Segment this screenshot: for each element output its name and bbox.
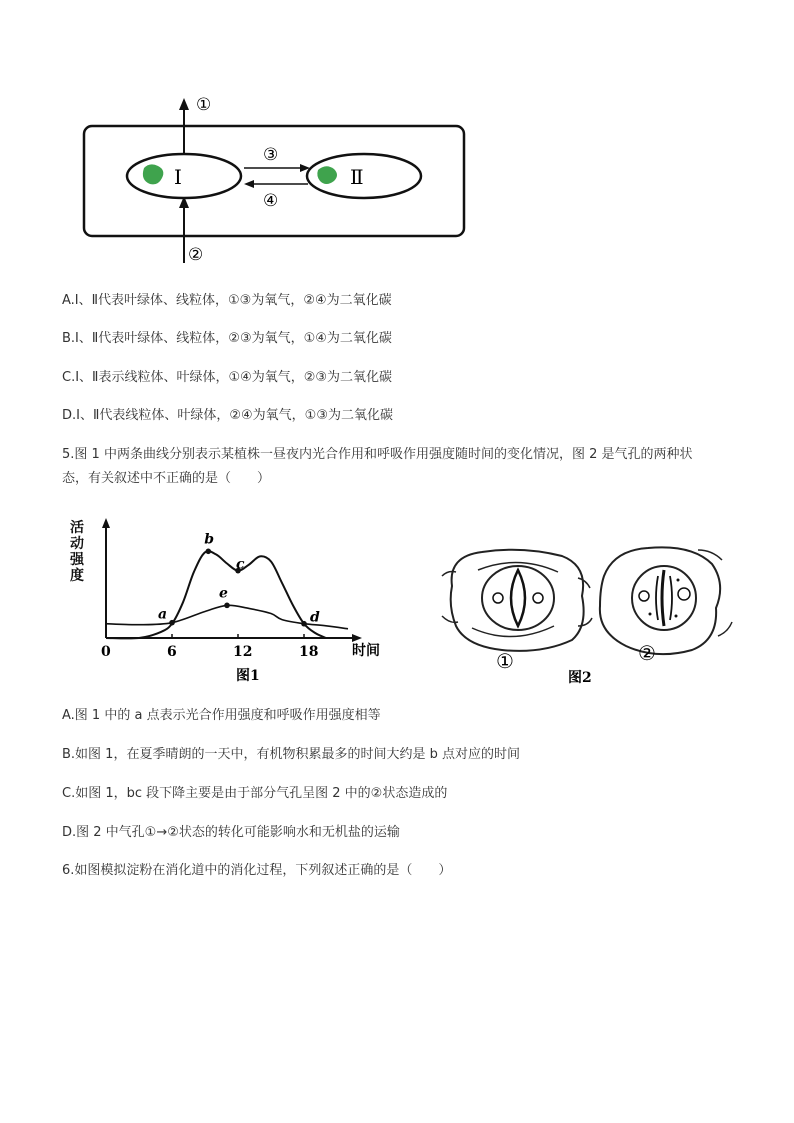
q5-option-d: D.图 2 中气孔①→②状态的转化可能影响水和无机盐的运输 bbox=[62, 825, 400, 840]
q5-option-a: A.图 1 中的 a 点表示光合作用强度和呼吸作用强度相等 bbox=[62, 708, 381, 723]
figure-2-stomata bbox=[438, 536, 738, 686]
q4-option-d: D.Ⅰ、Ⅱ代表线粒体、叶绿体，②④为氧气，①③为二氧化碳 bbox=[62, 408, 393, 423]
point-e bbox=[224, 603, 230, 609]
x-tick-label: 12 bbox=[233, 644, 253, 660]
point-label-b: b bbox=[204, 531, 215, 548]
q6-stem: 6.如图模拟淀粉在消化道中的消化过程，下列叙述正确的是（ ） bbox=[62, 863, 452, 878]
figure-1-chart bbox=[66, 514, 416, 688]
point-label-a: a bbox=[158, 606, 168, 623]
point-label-c: c bbox=[236, 556, 245, 573]
ylabel-char-3: 强 bbox=[70, 552, 84, 568]
organelle-1-label: Ⅰ bbox=[174, 165, 182, 189]
organelle-2-label: Ⅱ bbox=[350, 165, 364, 189]
q4-option-a: A.Ⅰ、Ⅱ代表叶绿体、线粒体，①③为氧气，②④为二氧化碳 bbox=[62, 293, 392, 308]
label-arrow-up: ① bbox=[196, 95, 212, 115]
point-a bbox=[169, 620, 175, 626]
point-label-d: d bbox=[310, 609, 320, 626]
x-tick-label: 0 bbox=[101, 644, 111, 660]
stoma-closed bbox=[600, 547, 732, 654]
q5-option-b: B.如图 1，在夏季晴朗的一天中，有机物积累最多的时间大约是 b 点对应的时间 bbox=[62, 747, 520, 762]
label-arrow-bottom: ② bbox=[188, 245, 204, 265]
point-b bbox=[206, 549, 212, 555]
label-arrow-right: ③ bbox=[263, 145, 279, 165]
q5-stem-line2: 态，有关叙述中不正确的是（ ） bbox=[62, 471, 271, 486]
ylabel-char-1: 活 bbox=[70, 520, 84, 536]
ylabel-char-4: 度 bbox=[70, 568, 84, 584]
point-label-e: e bbox=[219, 585, 228, 602]
stoma-label-2: ② bbox=[638, 641, 656, 665]
q4-option-b: B.Ⅰ、Ⅱ代表叶绿体、线粒体，②③为氧气，①④为二氧化碳 bbox=[62, 331, 392, 346]
label-arrow-left: ④ bbox=[263, 191, 279, 211]
stoma-open bbox=[442, 550, 592, 651]
ylabel-char-2: 动 bbox=[70, 536, 84, 552]
x-tick-label: 6 bbox=[167, 644, 177, 660]
figure-1-caption: 图1 bbox=[236, 668, 260, 684]
q5-option-c: C.如图 1，bc 段下降主要是由于部分气孔呈图 2 中的②状态造成的 bbox=[62, 786, 448, 801]
point-d bbox=[301, 621, 307, 627]
figure-2-caption: 图2 bbox=[568, 670, 592, 686]
x-tick-label: 18 bbox=[299, 644, 319, 660]
q5-stem-line1: 5.图 1 中两条曲线分别表示某植株一昼夜内光合作用和呼吸作用强度随时间的变化情况，图 2 是气孔的两种状 bbox=[62, 447, 693, 462]
arrow-left bbox=[244, 180, 254, 188]
stoma-label-1: ① bbox=[496, 649, 514, 673]
y-axis-label bbox=[69, 519, 85, 584]
q4-option-c: C.Ⅰ、Ⅱ表示线粒体、叶绿体，①④为氧气，②③为二氧化碳 bbox=[62, 370, 393, 385]
organelle-diagram bbox=[60, 88, 480, 273]
x-axis-label: 时间 bbox=[352, 643, 380, 659]
